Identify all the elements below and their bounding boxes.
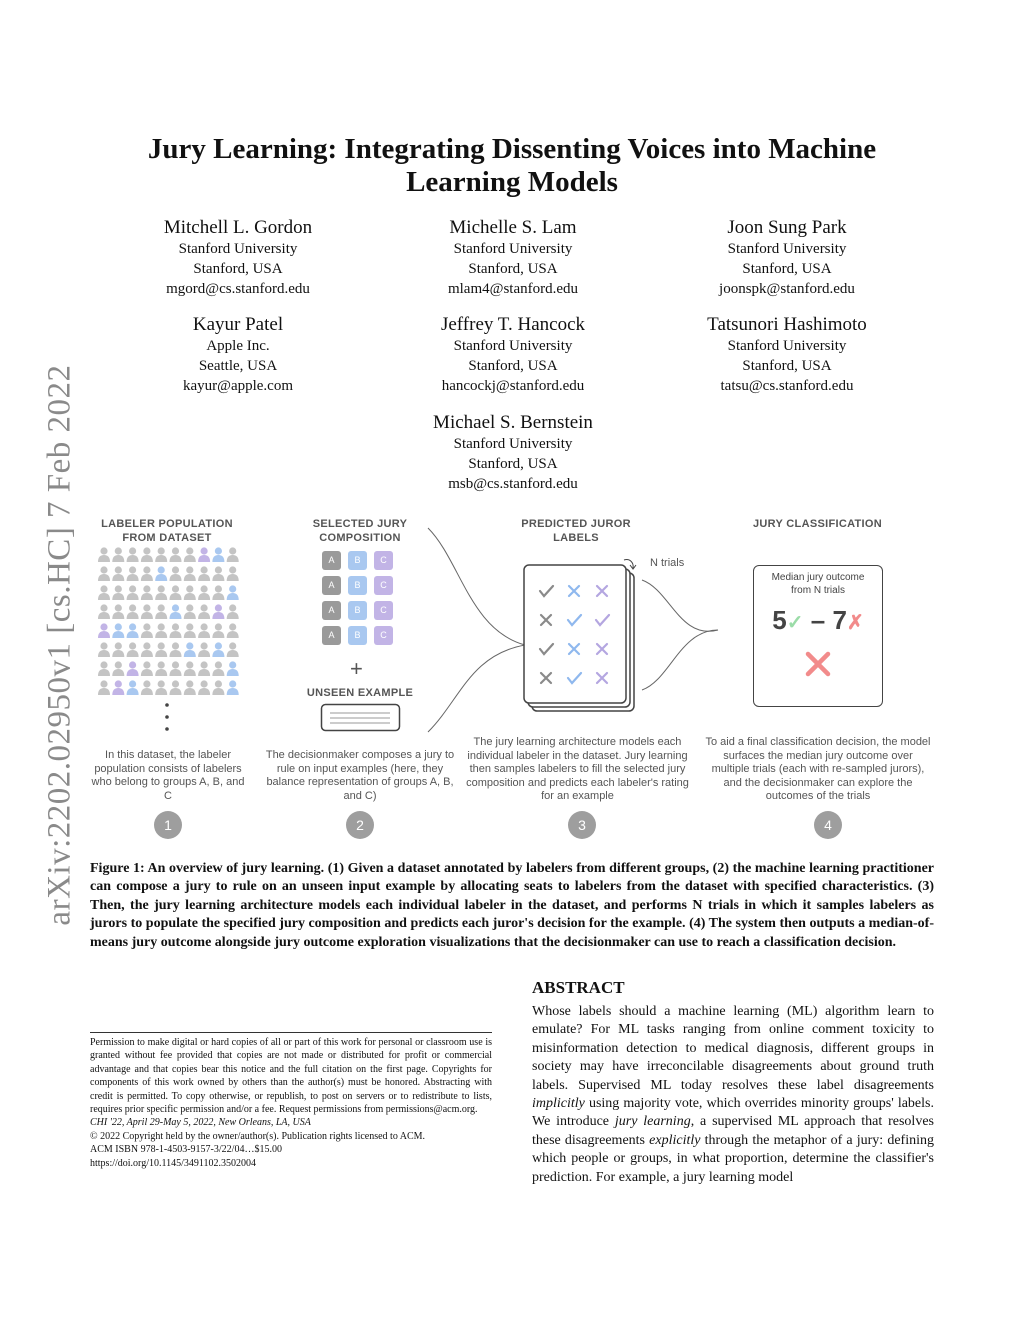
author-email[interactable]: hancockj@stanford.edu <box>441 378 585 394</box>
labeler-icon <box>212 547 224 562</box>
author-affiliation: Stanford University <box>453 241 573 257</box>
labeler-icon <box>127 642 139 657</box>
labeler-icon <box>212 585 224 600</box>
seat-c: C <box>374 551 393 570</box>
seat-b: B <box>348 576 367 595</box>
unseen-example-label: UNSEEN EXAMPLE <box>306 687 414 699</box>
permission-block <box>90 1036 492 1170</box>
abstract-emphasis: implicitly <box>532 1096 585 1112</box>
author-location: Stanford, USA <box>468 456 558 472</box>
cross-icon: ✗ <box>846 612 864 634</box>
labeler-icon <box>141 547 153 562</box>
permission-text: Permission to make digital or hard copies of all or part of this work for personal or classroom use is granted without fee provided that copies are not made or distributed for profit or commercial advantage and that copies bear this notice and the full citation on the first page. Copyrights for components of this work owned by others than the author(s) must be honored. Abstracting with credit is permitted. To copy otherwise, or republish, to post on servers or to redistribute to lists, requires prior specific permission and/or a fee. Request permissions from permissions@acm.org. <box>90 1037 492 1116</box>
abstract-emphasis: jury learning <box>614 1114 691 1130</box>
author-affiliation: Apple Inc. <box>206 338 270 354</box>
abstract-body <box>532 1003 934 1187</box>
score-left: 5 <box>772 605 787 635</box>
labeler-icon <box>141 623 153 638</box>
author-affiliation: Stanford University <box>727 338 847 354</box>
paper-title: Jury Learning: Integrating Dissenting Voices into Machine Learning Models <box>147 133 877 198</box>
footnote-rule <box>90 1032 492 1033</box>
seat-c: C <box>374 626 393 645</box>
labeler-icon <box>127 547 139 562</box>
author-email[interactable]: mlam4@stanford.edu <box>447 281 579 297</box>
labeler-icon <box>98 566 110 581</box>
labeler-icon <box>155 661 167 676</box>
labeler-icon <box>198 547 210 562</box>
labeler-icon <box>227 680 239 695</box>
jury-outcome-label: Median jury outcome from N trials <box>771 572 865 596</box>
author-email[interactable]: msb@cs.stanford.edu <box>448 476 578 492</box>
connector-curves-right <box>640 560 720 700</box>
labeler-icon <box>212 566 224 581</box>
connector-curves-left <box>420 520 530 740</box>
labeler-icon <box>141 642 153 657</box>
labeler-icon <box>227 566 239 581</box>
seat-a: A <box>322 576 341 595</box>
labeler-icon <box>112 642 124 657</box>
isbn-text: ACM ISBN 978-1-4503-9157-3/22/04…$15.00 <box>90 1144 282 1156</box>
abstract-emphasis: explicitly <box>649 1132 701 1148</box>
labeler-icon <box>112 585 124 600</box>
labeler-icon <box>155 623 167 638</box>
n-trials-label: N trials <box>650 557 685 569</box>
panel3-description: The jury learning architecture models each individual labeler in the dataset. Jury learning then samples labelers to fill the selected jury composition and predicts each labeler's rating for an example <box>466 736 689 802</box>
labeler-icon <box>170 585 182 600</box>
labeler-icon <box>212 680 224 695</box>
ellipsis-dot <box>165 715 169 719</box>
figure-caption: Figure 1: An overview of jury learning. (1) Given a dataset annotated by labelers from different groups, (2) the machine learning practitioner can compose a jury to rule on an unseen input example by allocating seats to labelers from the dataset with specified characteristics. (3) Then, the jury learning architecture models each individual labeler in the dataset, and performs N trials in which it samples labelers as jurors to populate the specified jury composition and predicts each juror's decision for the example. (4) The system then outputs a median-of-means jury outcome alongside jury outcome exploration visualizations that the decisionmaker can use to reach a classification decision. <box>90 861 934 950</box>
labeler-icon <box>141 566 153 581</box>
labeler-icon <box>112 604 124 619</box>
labeler-icon <box>98 623 110 638</box>
step-number-4: 4 <box>814 811 842 839</box>
labeler-icon <box>141 585 153 600</box>
panel3-heading: PREDICTED JUROR LABELS <box>521 518 631 544</box>
labeler-icon <box>127 566 139 581</box>
panel1-description: In this dataset, the labeler population consists of labelers who belong to groups A, B, and C <box>91 749 245 802</box>
panel4-description: To aid a final classification decision, the model surfaces the median jury outcome over multiple trials (each with re-sampled jurors), and the decisionmaker can explore the outcomes of the trials <box>705 736 931 802</box>
author-location: Stanford, USA <box>468 261 558 277</box>
check-icon: ✓ <box>786 612 804 634</box>
seat-b: B <box>348 626 367 645</box>
labeler-icon <box>227 623 239 638</box>
author-affiliation: Stanford University <box>178 241 298 257</box>
panel4-heading: JURY CLASSIFICATION <box>753 518 882 530</box>
step-number-2: 2 <box>346 811 374 839</box>
labeler-icon <box>170 566 182 581</box>
labeler-icon <box>227 585 239 600</box>
labeler-icon <box>170 604 182 619</box>
labeler-icon <box>155 585 167 600</box>
author-location: Stanford, USA <box>468 358 558 374</box>
author-name: Jeffrey T. Hancock <box>440 314 586 335</box>
ellipsis-dot <box>165 727 169 731</box>
author-affiliation: Stanford University <box>453 338 573 354</box>
abstract-text: Whose labels should a machine learning (ML) algorithm learn to emulate? For ML tasks ranging from online comment toxicity to misinformation detection to medical diagnosis, different groups in society may have irreconcilable disagreements about ground truth labels. Supervised ML today resolves these label disagreements <box>532 1004 934 1093</box>
labeler-icon <box>155 566 167 581</box>
panel2-heading: SELECTED JURY COMPOSITION <box>312 518 408 544</box>
seat-b: B <box>348 601 367 620</box>
labeler-icon <box>98 661 110 676</box>
labeler-icon <box>198 604 210 619</box>
labeler-icon <box>212 604 224 619</box>
author-affiliation: Stanford University <box>453 436 573 452</box>
labeler-icon <box>184 623 196 638</box>
abstract-text: using majority vote, which overrides minority groups' labels. We introduce <box>532 1096 934 1130</box>
seat-a: A <box>322 601 341 620</box>
labeler-icon <box>184 642 196 657</box>
labeler-icon <box>112 623 124 638</box>
author-name: Michael S. Bernstein <box>433 412 593 433</box>
labeler-icon <box>112 566 124 581</box>
predicted-labels-stack <box>520 555 650 720</box>
jury-outcome-box <box>753 565 883 707</box>
labeler-icon <box>184 585 196 600</box>
labeler-icon <box>155 547 167 562</box>
labeler-icon <box>98 642 110 657</box>
labeler-icon <box>98 680 110 695</box>
labeler-icon <box>127 661 139 676</box>
labeler-icon <box>127 585 139 600</box>
author-email[interactable]: mgord@cs.stanford.edu <box>166 281 310 297</box>
labeler-icon <box>155 642 167 657</box>
seat-a: A <box>322 551 341 570</box>
author-name: Tatsunori Hashimoto <box>707 314 867 335</box>
author-location: Seattle, USA <box>198 358 278 374</box>
labeler-icon <box>227 661 239 676</box>
labeler-icon <box>198 661 210 676</box>
labeler-icon <box>155 680 167 695</box>
step-number-1: 1 <box>154 811 182 839</box>
panel1-heading: LABELER POPULATION FROM DATASET <box>101 518 233 544</box>
author-location: Stanford, USA <box>742 358 832 374</box>
labeler-icon <box>212 623 224 638</box>
abstract-heading: ABSTRACT <box>532 978 625 997</box>
author-name: Michelle S. Lam <box>449 217 577 238</box>
labeler-population-grid <box>95 545 245 750</box>
labeler-icon <box>141 604 153 619</box>
labeler-icon <box>184 566 196 581</box>
author-name: Kayur Patel <box>192 314 284 335</box>
labeler-icon <box>198 566 210 581</box>
seat-c: C <box>374 576 393 595</box>
seat-c: C <box>374 601 393 620</box>
jury-score <box>754 605 882 638</box>
labeler-icon <box>184 547 196 562</box>
author-name: Joon Sung Park <box>727 217 847 238</box>
labeler-icon <box>127 604 139 619</box>
copyright-text: © 2022 Copyright held by the owner/author(s). Publication rights licensed to ACM. <box>90 1130 426 1142</box>
abstract-text: , a supervised ML approach that resolves these disagreements <box>532 1114 934 1148</box>
labeler-icon <box>227 642 239 657</box>
labeler-icon <box>184 680 196 695</box>
labeler-icon <box>170 661 182 676</box>
labeler-icon <box>127 623 139 638</box>
final-decision-cross-icon <box>804 650 832 678</box>
author-email[interactable]: tatsu@cs.stanford.edu <box>720 378 854 394</box>
labeler-icon <box>184 661 196 676</box>
labeler-icon <box>212 642 224 657</box>
labeler-icon <box>155 604 167 619</box>
labeler-icon <box>198 585 210 600</box>
author-location: Stanford, USA <box>193 261 283 277</box>
labeler-icon <box>170 623 182 638</box>
ellipsis-dot <box>165 703 169 707</box>
labeler-icon <box>141 680 153 695</box>
labeler-icon <box>170 547 182 562</box>
labeler-icon <box>198 623 210 638</box>
conference-info: CHI '22, April 29-May 5, 2022, New Orleans, LA, USA <box>90 1117 311 1129</box>
author-email[interactable]: kayur@apple.com <box>182 378 294 394</box>
author-name: Mitchell L. Gordon <box>163 217 313 238</box>
labeler-icon <box>170 680 182 695</box>
author-location: Stanford, USA <box>742 261 832 277</box>
unseen-example-icon <box>320 703 402 733</box>
panel2-description: The decisionmaker composes a jury to rule on input examples (here, they balance representation of groups A, B, and C) <box>265 749 455 802</box>
labeler-icon <box>98 547 110 562</box>
labeler-icon <box>98 604 110 619</box>
labeler-icon <box>127 680 139 695</box>
labeler-icon <box>141 661 153 676</box>
abstract-text: through the metaphor of a jury: defining which people or groups, in what proportion, determine the classifier's prediction. For example, a jury learning model <box>532 1132 934 1185</box>
labeler-icon <box>227 547 239 562</box>
labeler-icon <box>198 680 210 695</box>
labeler-icon <box>112 547 124 562</box>
seat-b: B <box>348 551 367 570</box>
step-number-3: 3 <box>568 811 596 839</box>
labeler-icon <box>112 680 124 695</box>
doi-link[interactable]: https://doi.org/10.1145/3491102.3502004 <box>90 1157 257 1169</box>
jury-composition-grid <box>322 551 402 645</box>
labeler-icon <box>112 661 124 676</box>
labeler-icon <box>170 642 182 657</box>
arxiv-stamp: arXiv:2202.02950v1 [cs.HC] 7 Feb 2022 <box>41 364 78 926</box>
plus-sign: + <box>350 656 363 681</box>
author-email[interactable]: joonspk@stanford.edu <box>719 281 855 297</box>
score-dash: – <box>810 605 826 635</box>
labeler-icon <box>212 661 224 676</box>
labeler-icon <box>198 642 210 657</box>
seat-a: A <box>322 626 341 645</box>
score-right: 7 <box>832 605 847 635</box>
author-affiliation: Stanford University <box>727 241 847 257</box>
labeler-icon <box>184 604 196 619</box>
labeler-icon <box>98 585 110 600</box>
labeler-icon <box>227 604 239 619</box>
